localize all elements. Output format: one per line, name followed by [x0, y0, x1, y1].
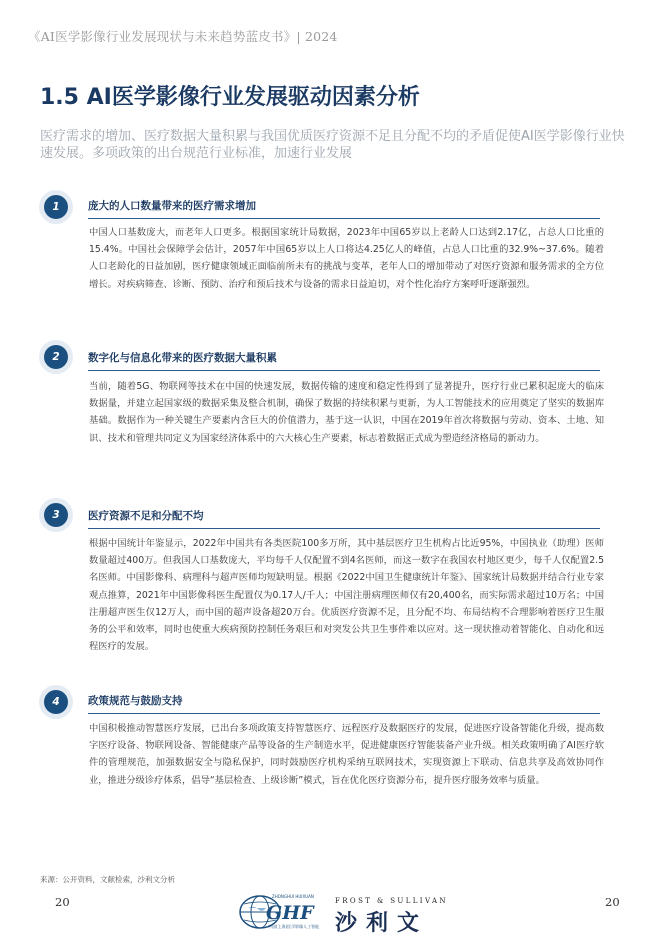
source-note: 来源：公开资料，文献检索，沙利文分析: [40, 875, 175, 884]
section-number-badge: 1: [44, 195, 68, 219]
section-body: 中国人口基数庞大，而老年人口更多。根据国家统计局数据，2023年中国65岁以上老龄人口达到2.17亿，占总人口比重的15.4%。中国社会保障学会估计，2057年中国65岁以上人口将达4.25亿人的峰值，占总人口比重的32.9%~37.6%。随着人口老龄化的日益加剧，医疗健康领域正面临前所未有的挑战与变革，老年人口的增加带动了对医疗资源和服务需求的全方位增长。对疾病筛查、诊断、预防、治疗和预后技术与设备的需求日益迫切，对个性化治疗方案呼吁逐渐强烈。: [89, 227, 604, 290]
running-header: 《AI医学影像行业发展现状与未来趋势蓝皮书》| 2024: [28, 29, 338, 44]
page-number-left: 20: [55, 895, 70, 909]
ghf-logo-caption: 中国(上海)医学影像人工智能: [268, 924, 320, 929]
section-body: 根据中国统计年鉴显示，2022年中国共有各类医院100多万所，其中基层医疗卫生机构占比近95%，中国执业（助理）医师数量超过400万。但我国人口基数庞大，平均每千人仅配置不到4名医师，而这一数字在我国农村地区更少，每千人仅配置2.5名医师。中国影像科、病理科与超声医师均短缺明显。根据《2022中国卫生健康统计年鉴》、国家统计局数据并结合行业专家观点推算，2021年中国影像科医生配置仅为0.17人/千人；中国注册病理医师仅有20,400名，而实际需求超过10万名；中国注册超声医生仅12万人，而中国的超声设备超20万台。优质医疗资源不足，且分配不均、布局结构不合理影响着医疗卫生服务的公平和效率，同时也使重大疾病预防控制任务艰巨和对突发公共卫生事件难以应对。这一现状推动着智能化、自动化和远程医疗的发展。: [89, 538, 604, 653]
ghf-logo-text: GHF: [266, 902, 314, 924]
ghf-logo-caption-top: ZHONGHUI HUIXUAN: [272, 894, 314, 899]
page-title: 1.5 AI医学影像行业发展驱动因素分析: [40, 85, 420, 110]
section-title: 数字化与信息化带来的医疗数据大量积累: [88, 350, 600, 371]
frost-sullivan-logo-en: FROST & SULLIVAN: [335, 897, 448, 905]
section-number-badge: 3: [44, 503, 68, 527]
page-number-right: 20: [605, 895, 620, 909]
section-title: 政策规范与鼓励支持: [88, 693, 600, 714]
section-title: 医疗资源不足和分配不均: [88, 508, 600, 529]
intro-paragraph: 医疗需求的增加、医疗数据大量积累与我国优质医疗资源不足且分配不均的矛盾促使AI医学影像行业快速发展。多项政策的出台规范行业标准，加速行业发展: [40, 129, 625, 161]
section-number-badge: 4: [44, 690, 68, 714]
section-body: 当前，随着5G、物联网等技术在中国的快速发展，数据传输的速度和稳定性得到了显著提升，医疗行业已累积起庞大的临床数据量，并建立起国家级的数据采集及整合机制，确保了数据的持续积累与更新，为人工智能技术的应用奠定了坚实的数据库基础。数据作为一种关键生产要素内含巨大的价值潜力，基于这一认识，中国在2019年首次将数据与劳动、资本、土地、知识、技术和管理共同定义为国家经济体系中的六大核心生产要素，标志着数据正式成为塑造经济格局的新动力。: [89, 381, 604, 444]
section-body: 中国积极推动智慧医疗发展，已出台多项政策支持智慧医疗、远程医疗及数据医疗的发展，促进医疗设备智能化升级，提高数字医疗设备、物联网设备、智能健康产品等设备的生产制造水平，促进健康医疗智能装备产业升级。相关政策明确了AI医疗软件的管理规范，加强数据安全与隐私保护，同时鼓励医疗机构采纳互联网技术，实现资源上下联动、信息共享及高效协同作业，推进分级诊疗体系，倡导“基层检查、上级诊断”模式，旨在优化医疗资源分布，提升医疗服务效率与质量。: [89, 723, 604, 786]
section-number-badge: 2: [44, 345, 68, 369]
frost-sullivan-logo-cn: 沙利文: [335, 911, 429, 936]
section-title: 庞大的人口数量带来的医疗需求增加: [88, 198, 600, 219]
